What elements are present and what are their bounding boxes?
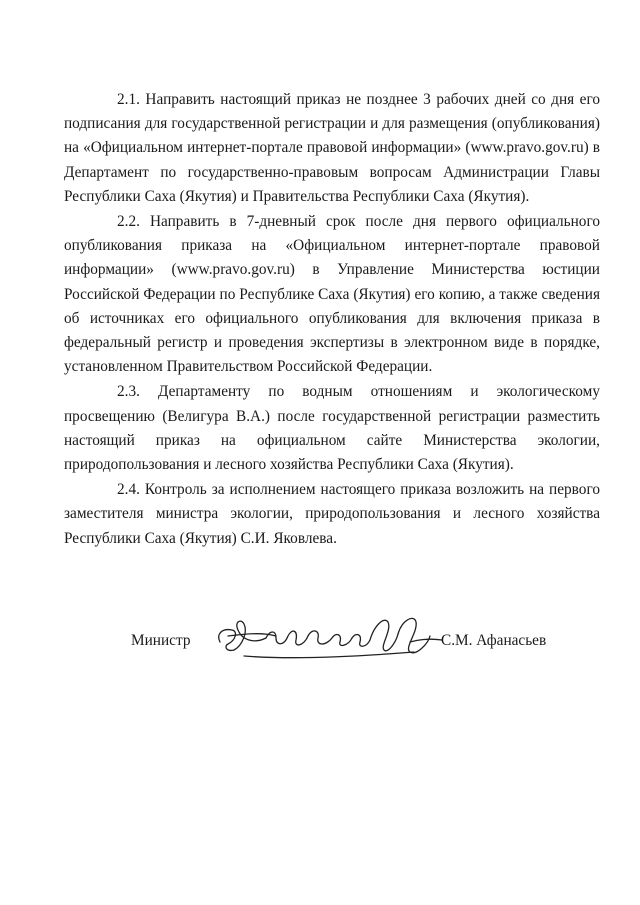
- paragraph-2-1: 2.1. Направить настоящий приказ не позднее 3 рабочих дней со дня его подписания для государственной регистрации и для размещения (опубликования) на «Официальном интернет-портале правовой информации» (www.pravo.gov.ru) в Департамент по государственно-правовым вопросам Администрации Главы Республики Саха (Якутия) и Правительства Республики Саха (Якутия).: [64, 91, 600, 205]
- handwritten-signature: [214, 612, 446, 664]
- paragraph-2-2: 2.2. Направить в 7-дневный срок после дня первого официального опубликования приказа на «Официальном интернет-портале правовой информации» (www.pravo.gov.ru) в Управление Министерства юстиции Российской Федерации по Республике Саха (Якутия) его копию, а также сведения об источниках его официального опубликования для включения приказа в федеральный регистр и проведения экспертизы в электронном виде в порядке, установленном Правительством Российской Федерации.: [64, 213, 600, 376]
- signatory-name: С.М. Афанасьев: [441, 632, 547, 649]
- signatory-title: Министр: [131, 632, 191, 649]
- signature-block: [0, 612, 640, 672]
- paragraph-2-4: 2.4. Контроль за исполнением настоящего приказа возложить на первого заместителя министра экологии, природопользования и лесного хозяйства Республики Саха (Якутия) С.И. Яковлева.: [64, 481, 600, 547]
- paragraph-2-3: 2.3. Департаменту по водным отношениям и экологическому просвещению (Велигура В.А.) после государственной регистрации разместить настоящий приказ на официальном сайте Министерства экологии, природопользования и лесного хозяйства Республики Саха (Якутия).: [64, 383, 600, 474]
- document-body: [64, 88, 600, 551]
